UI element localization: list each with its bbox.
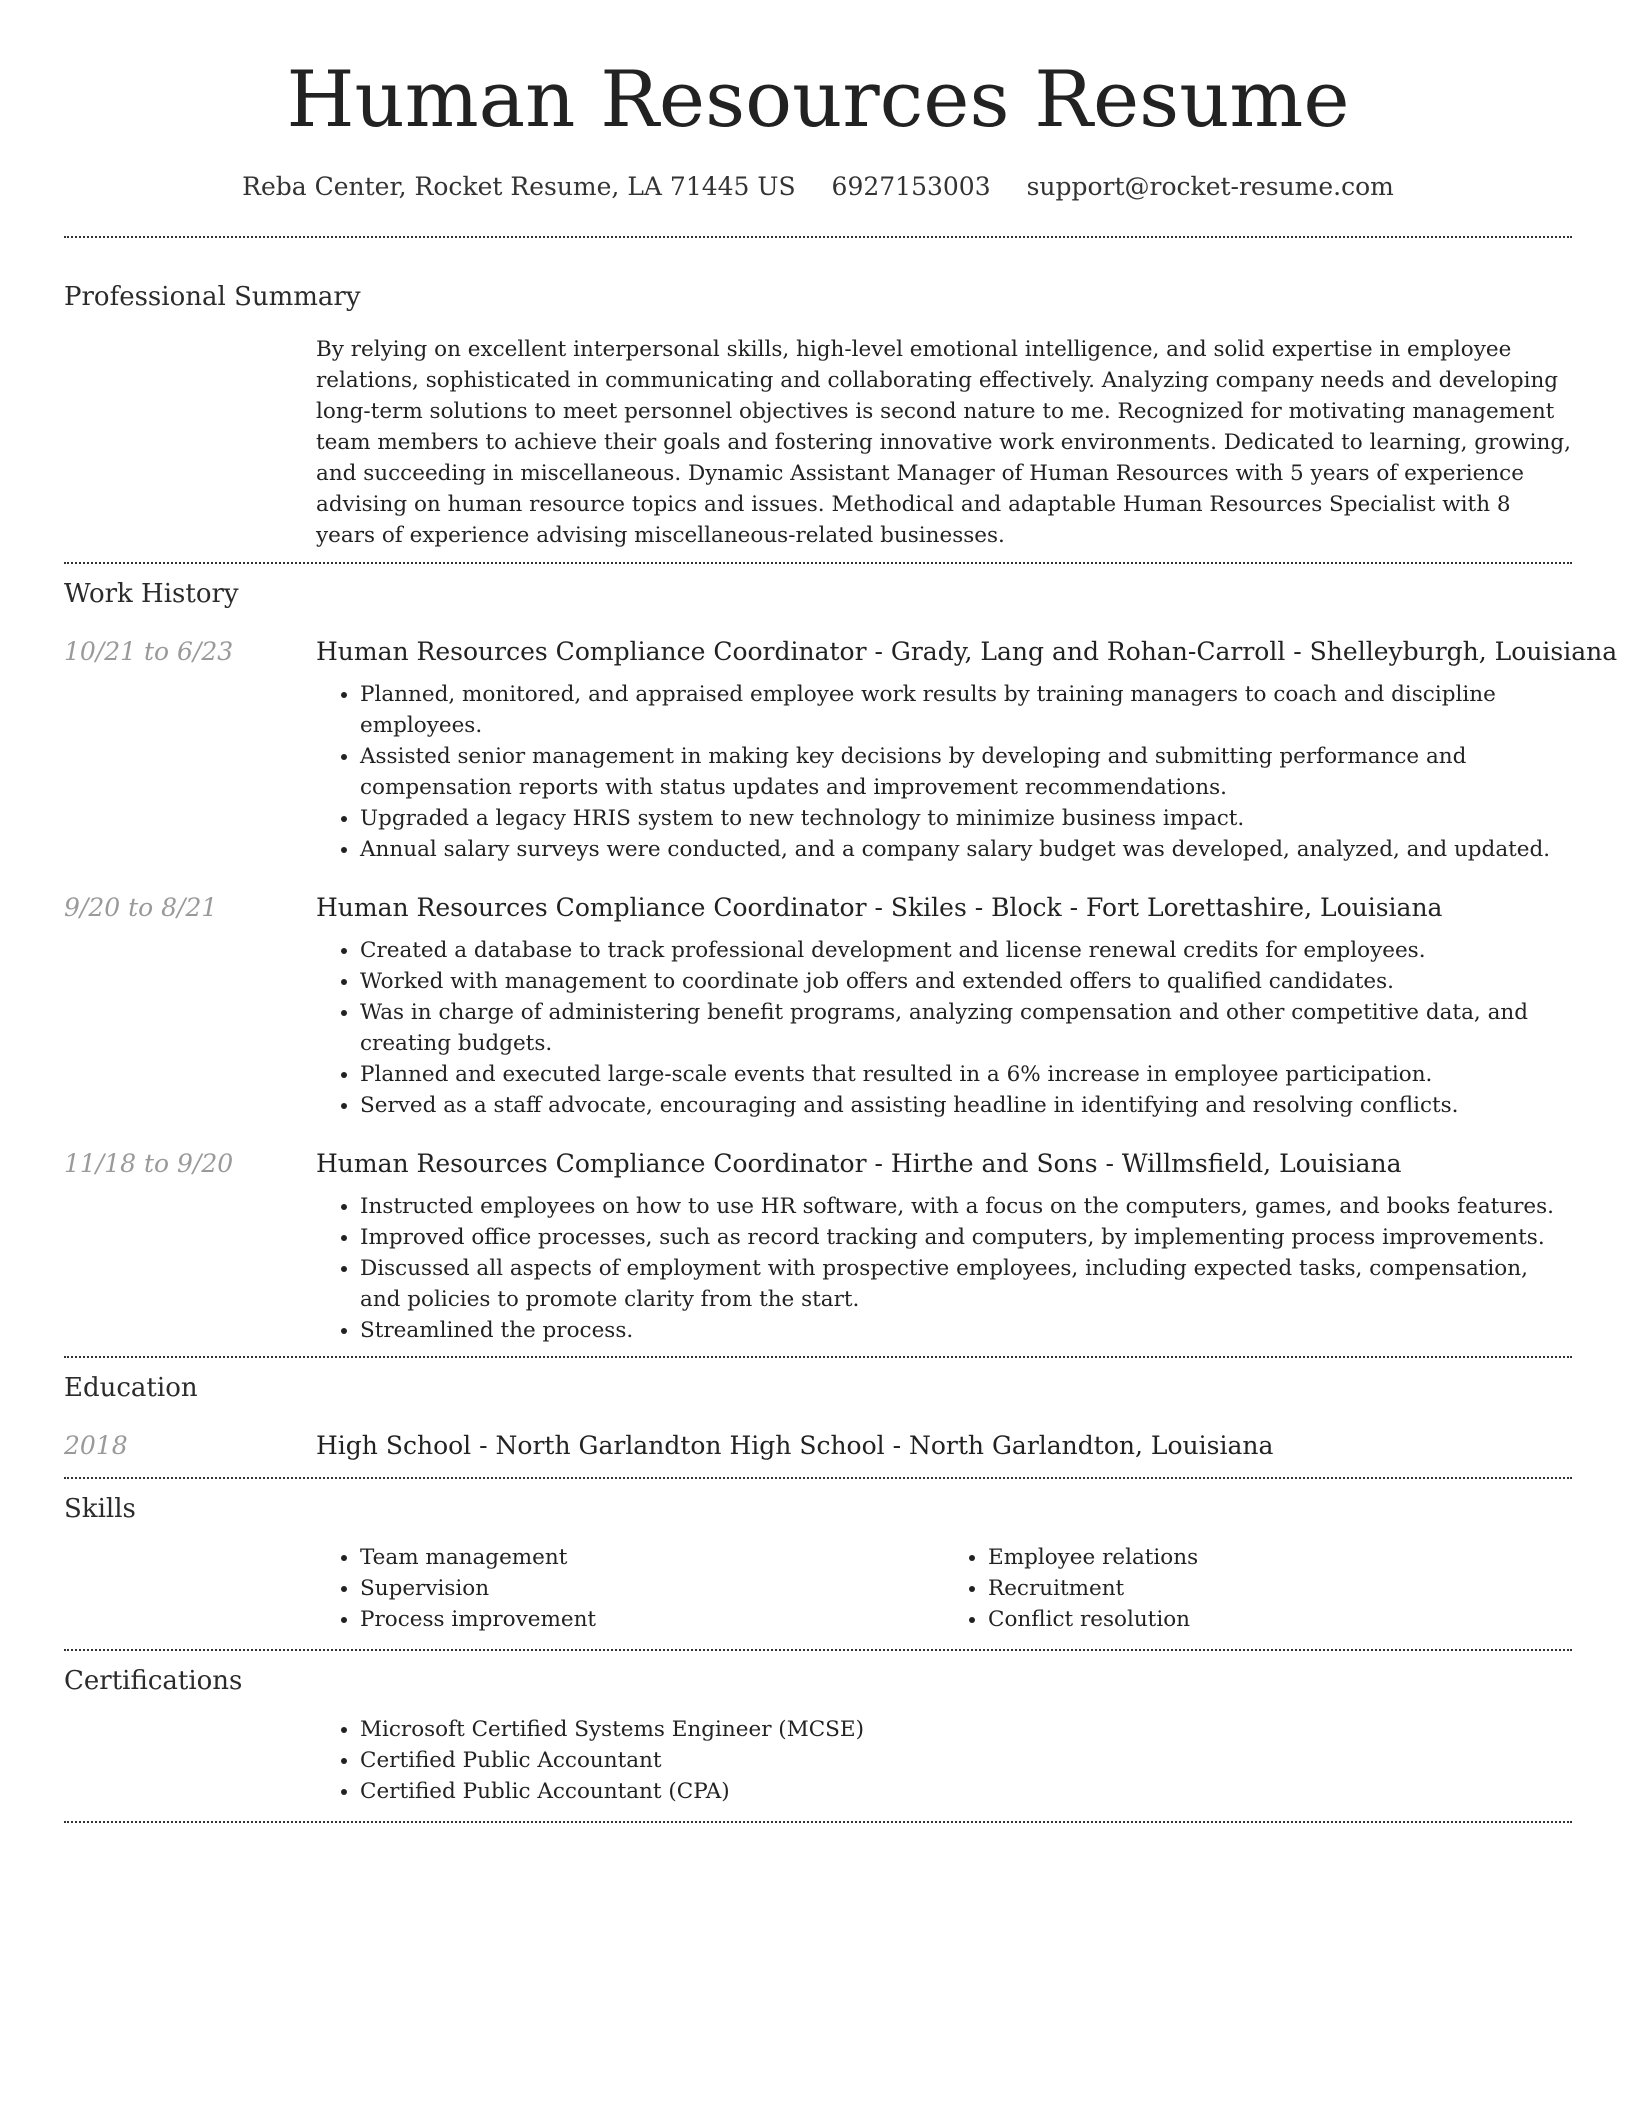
job-heading: Human Resources Compliance Coordinator - Skiles - Block - Fort Lorettashire, Louisiana <box>316 893 1443 922</box>
skills-list-left <box>316 1542 944 1635</box>
list-item: • Planned and executed large-scale events that resulted in a 6% increase in employee participation. <box>360 1059 1572 1090</box>
divider <box>64 1821 1572 1823</box>
list-item: • Served as a staff advocate, encouraging and assisting headline in identifying and resolving conflicts. <box>360 1090 1572 1121</box>
phone-text: 6927153003 <box>831 172 991 201</box>
list-item: • Was in charge of administering benefit programs, analyzing compensation and other competitive data, and creating budgets. <box>360 997 1572 1059</box>
list-item: • Process improvement <box>360 1604 944 1635</box>
list-item: • Worked with management to coordinate job offers and extended offers to qualified candidates. <box>360 966 1572 997</box>
certifications-heading: Certifications <box>64 1666 243 1696</box>
job-dates: 11/18 to 9/20 <box>64 1149 234 1178</box>
education-heading-text: High School - North Garlandton High School - North Garlandton, Louisiana <box>316 1431 1274 1460</box>
education-entry <box>64 1429 1572 1463</box>
skills-list-right <box>944 1542 1572 1635</box>
job-entry <box>64 1147 1572 1346</box>
work-history-heading: Work History <box>64 579 239 609</box>
job-bullets <box>316 1191 1572 1346</box>
list-item: • Microsoft Certified Systems Engineer (MCSE) <box>360 1714 1572 1745</box>
job-entry <box>64 635 1618 865</box>
list-item: • Streamlined the process. <box>360 1315 1572 1346</box>
list-item: • Certified Public Accountant <box>360 1745 1572 1776</box>
skills-section <box>64 1479 1572 1635</box>
summary-section <box>64 238 1572 551</box>
resume-header <box>64 0 1572 204</box>
resume-page <box>64 0 1618 1823</box>
skills-heading: Skills <box>64 1494 136 1524</box>
education-section <box>64 1358 1572 1463</box>
list-item: • Improved office processes, such as record tracking and computers, by implementing process improvements. <box>360 1222 1572 1253</box>
list-item: • Certified Public Accountant (CPA) <box>360 1776 1572 1807</box>
email-link[interactable]: support@rocket-resume.com <box>1026 172 1394 201</box>
contact-line <box>64 170 1572 204</box>
list-item: • Supervision <box>360 1573 944 1604</box>
job-entry <box>64 891 1572 1121</box>
education-dates: 2018 <box>64 1431 128 1460</box>
job-bullets <box>316 679 1572 865</box>
job-dates: 10/21 to 6/23 <box>64 637 234 666</box>
list-item: • Upgraded a legacy HRIS system to new technology to minimize business impact. <box>360 803 1572 834</box>
job-heading: Human Resources Compliance Coordinator - Hirthe and Sons - Willmsfield, Louisiana <box>316 1149 1402 1178</box>
resume-title: Human Resources Resume <box>286 55 1350 145</box>
list-item: • Conflict resolution <box>988 1604 1572 1635</box>
list-item: • Created a database to track professional development and license renewal credits for employees. <box>360 935 1572 966</box>
list-item: • Instructed employees on how to use HR software, with a focus on the computers, games, and books features. <box>360 1191 1572 1222</box>
list-item: • Recruitment <box>988 1573 1572 1604</box>
certifications-list <box>316 1714 1572 1807</box>
job-heading: Human Resources Compliance Coordinator - Grady, Lang and Rohan-Carroll - Shelleyburgh, Louisiana <box>316 637 1618 666</box>
summary-text: By relying on excellent interpersonal skills, high-level emotional intelligence, and solid expertise in employee relations, sophisticated in communicating and collaborating effectively. Analyzing company needs and developing long-term solutions to meet personnel objectives is second nature to me. Recognized for motivating management team members to achieve their goals and fostering innovative work environments. Dedicated to learning, growing, and succeeding in miscellaneous. Dynamic Assistant Manager of Human Resources with 5 years of experience advising on human resource topics and issues. Methodical and adaptable Human Resources Specialist with 8 years of experience advising miscellaneous-related businesses. <box>316 337 1571 548</box>
list-item: • Discussed all aspects of employment with prospective employees, including expected tasks, compensation, and policies to promote clarity from the start. <box>360 1253 1572 1315</box>
list-item: • Planned, monitored, and appraised employee work results by training managers to coach and discipline employees. <box>360 679 1572 741</box>
education-heading: Education <box>64 1373 198 1403</box>
list-item: • Employee relations <box>988 1542 1572 1573</box>
certifications-section <box>64 1651 1572 1807</box>
job-dates: 9/20 to 8/21 <box>64 893 218 922</box>
list-item: • Assisted senior management in making key decisions by developing and submitting performance and compensation reports with status updates and improvement recommendations. <box>360 741 1572 803</box>
work-history-section <box>64 564 1618 1346</box>
job-bullets <box>316 935 1572 1121</box>
list-item: • Annual salary surveys were conducted, and a company salary budget was developed, analyzed, and updated. <box>360 834 1572 865</box>
summary-heading: Professional Summary <box>64 282 361 312</box>
list-item: • Team management <box>360 1542 944 1573</box>
address-text: Reba Center, Rocket Resume, LA 71445 US <box>242 172 796 201</box>
